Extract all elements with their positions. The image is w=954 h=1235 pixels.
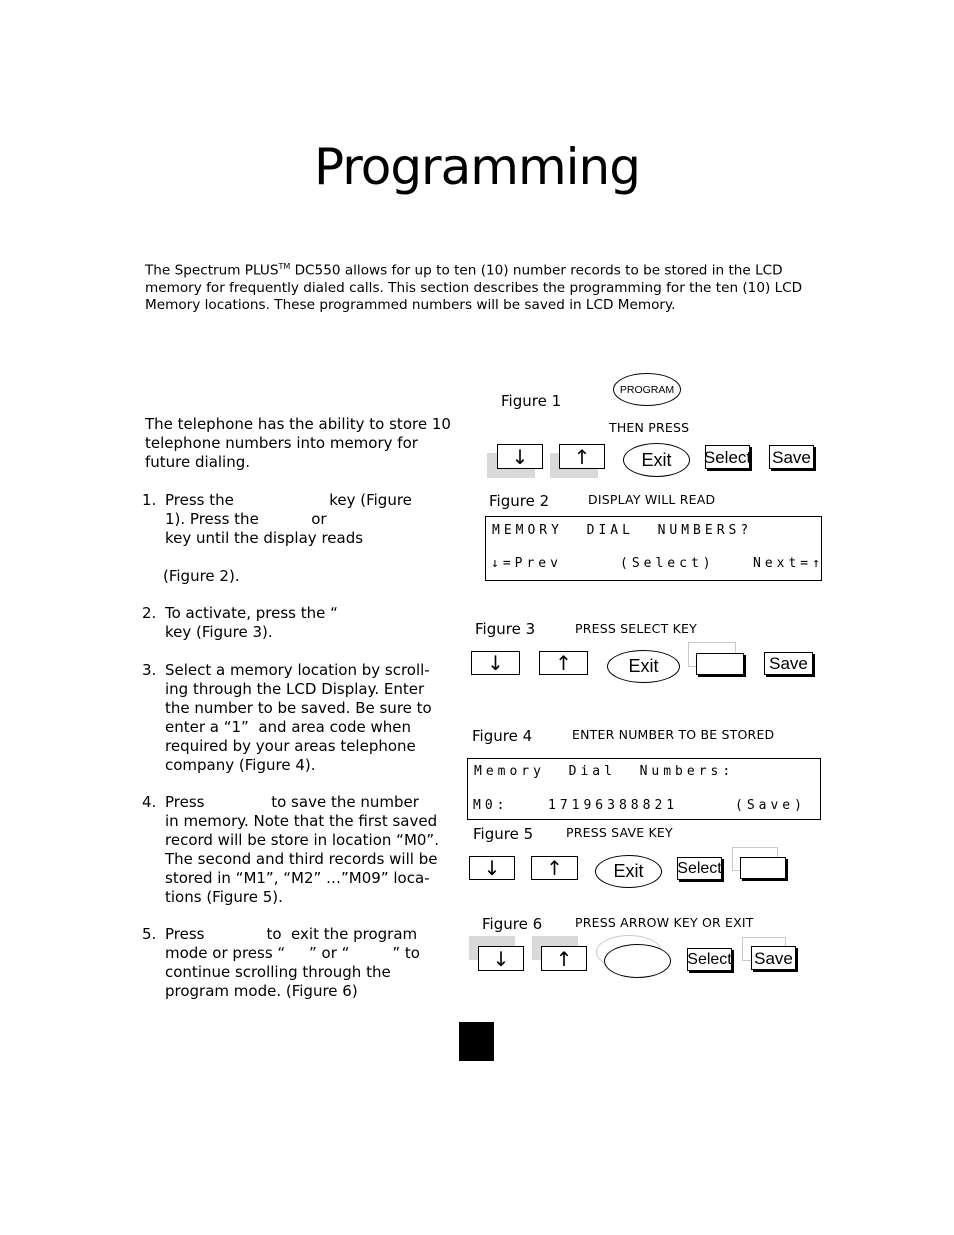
step-line: Press the key (Figure (165, 491, 412, 509)
step-line: program mode. (Figure 6) (165, 982, 358, 1000)
step-5 (142, 925, 454, 1005)
down-arrow-key[interactable] (497, 444, 543, 469)
page-title: Programming (314, 138, 640, 196)
step-line: mode or press “ ” or “ ” to (165, 944, 420, 962)
step-3 (142, 661, 454, 781)
exit-key-label: Exit (641, 449, 672, 470)
step-line: The second and third records will be (165, 850, 438, 868)
step-line: Press to save the number (165, 793, 419, 811)
down-arrow-key[interactable] (469, 856, 515, 880)
up-arrow-icon: ↑ (573, 444, 591, 469)
step-line: enter a “1” and area code when (165, 718, 412, 736)
figure-3-label: Figure 3 (475, 620, 536, 638)
save-key-label: Save (769, 654, 808, 673)
lcd-line-2-right: (Save) (735, 798, 806, 813)
down-arrow-icon: ↓ (511, 444, 529, 469)
figure-6-caption: PRESS ARROW KEY OR EXIT (575, 915, 754, 930)
figure-5-caption: PRESS SAVE KEY (566, 825, 673, 840)
step-line: To activate, press the “ (165, 604, 338, 622)
exit-key[interactable] (595, 855, 662, 888)
step-line: 1). Press the or (165, 510, 327, 528)
step-line: company (Figure 4). (165, 756, 316, 774)
save-key[interactable] (769, 445, 814, 469)
step-1 (142, 491, 454, 591)
step-line: in memory. Note that the first saved (165, 812, 438, 830)
step-number: 5. (142, 925, 157, 943)
step-number: 1. (142, 491, 157, 509)
figure-3-caption: PRESS SELECT KEY (575, 621, 697, 636)
up-arrow-icon: ↑ (555, 651, 572, 675)
exit-key[interactable] (607, 650, 680, 683)
up-arrow-key[interactable] (539, 651, 588, 675)
exit-key-label: Exit (628, 656, 659, 676)
select-key-label: Select (703, 448, 752, 467)
figure-5-label: Figure 5 (473, 825, 534, 843)
save-key[interactable] (764, 652, 813, 675)
lcd-line-2-left: ↓=Prev (491, 556, 562, 571)
program-key-label: PROGRAM (619, 383, 675, 396)
step-line: key until the display reads (165, 529, 364, 547)
up-arrow-key[interactable] (559, 444, 605, 469)
select-key[interactable] (687, 948, 732, 971)
select-key-label: Select (687, 951, 732, 968)
up-arrow-key[interactable] (531, 856, 578, 880)
step-number: 3. (142, 661, 157, 679)
step-line: required by your areas telephone (165, 737, 416, 755)
program-key[interactable] (613, 373, 681, 406)
step-line: (Figure 2). (163, 567, 240, 585)
up-arrow-key[interactable] (541, 946, 587, 971)
step-line (165, 548, 454, 567)
intro-part1: The Spectrum PLUS (145, 262, 279, 279)
exit-key[interactable] (623, 443, 690, 477)
figure-4-label: Figure 4 (472, 727, 533, 745)
step-2 (142, 604, 454, 644)
lcd-line-2-mid: 17196388821 (548, 798, 679, 813)
step-line: continue scrolling through the (165, 963, 391, 981)
step-line: record will be store in location “M0”. (165, 831, 439, 849)
up-arrow-icon: ↑ (555, 946, 573, 971)
trademark: TM (278, 262, 291, 271)
save-key[interactable] (751, 946, 796, 970)
figure-2-label: Figure 2 (489, 492, 550, 510)
exit-key-label: Exit (613, 861, 644, 881)
step-line: key (Figure 3). (165, 623, 273, 641)
step-line: ing through the LCD Display. Enter (165, 680, 425, 698)
lcd-line-2-mid: (Select) (620, 556, 715, 571)
down-arrow-icon: ↓ (492, 946, 510, 971)
lcd-display-1 (485, 516, 822, 581)
up-arrow-icon: ↑ (546, 856, 563, 880)
figure-1-caption: THEN PRESS (609, 420, 690, 435)
select-key[interactable] (677, 857, 722, 880)
step-number: 2. (142, 604, 157, 622)
left-intro: The telephone has the ability to store 10 telephone numbers into memory for future dialing. (145, 415, 451, 471)
step-line: Press to exit the program (165, 925, 418, 943)
select-key[interactable] (705, 445, 750, 469)
step-line: stored in “M1”, “M2” …”M09” loca- (165, 869, 430, 887)
down-arrow-icon: ↓ (483, 856, 501, 880)
down-arrow-key[interactable] (478, 946, 524, 971)
step-4 (142, 793, 454, 913)
save-key-label: Save (754, 949, 793, 968)
save-key-pressed[interactable] (740, 857, 786, 879)
page-marker (459, 1022, 494, 1061)
lcd-line-1: Memory Dial Numbers: (474, 764, 735, 779)
step-line: tions (Figure 5). (165, 888, 283, 906)
lcd-display-2 (467, 758, 821, 820)
intro-part2: DC550 allows for up to ten (10) number records to be stored in the LCD memory for frequently dialed calls. This section describes the programming for the ten (10) LCD Memory locations. These programmed numbers will be saved in LCD Memory. (145, 262, 803, 313)
down-arrow-key[interactable] (471, 651, 520, 675)
step-number: 4. (142, 793, 157, 811)
down-arrow-icon: ↓ (487, 651, 504, 675)
figure-6-label: Figure 6 (482, 915, 543, 933)
lcd-line-1: MEMORY DIAL NUMBERS? (492, 523, 753, 538)
lcd-line-2-right: Next=↑ (753, 556, 824, 571)
select-key-pressed[interactable] (696, 653, 744, 675)
step-line: the number to be saved. Be sure to (165, 699, 432, 717)
figure-1-label: Figure 1 (501, 392, 562, 410)
figure-4-caption: ENTER NUMBER TO BE STORED (572, 727, 775, 742)
save-key-label: Save (772, 448, 811, 467)
figure-2-caption: DISPLAY WILL READ (588, 492, 716, 507)
step-line: Select a memory location by scroll- (165, 661, 430, 679)
lcd-line-2-left: M0: (473, 798, 509, 813)
intro-paragraph (145, 258, 805, 314)
select-key-label: Select (677, 860, 722, 877)
exit-key-blank[interactable] (604, 944, 671, 978)
